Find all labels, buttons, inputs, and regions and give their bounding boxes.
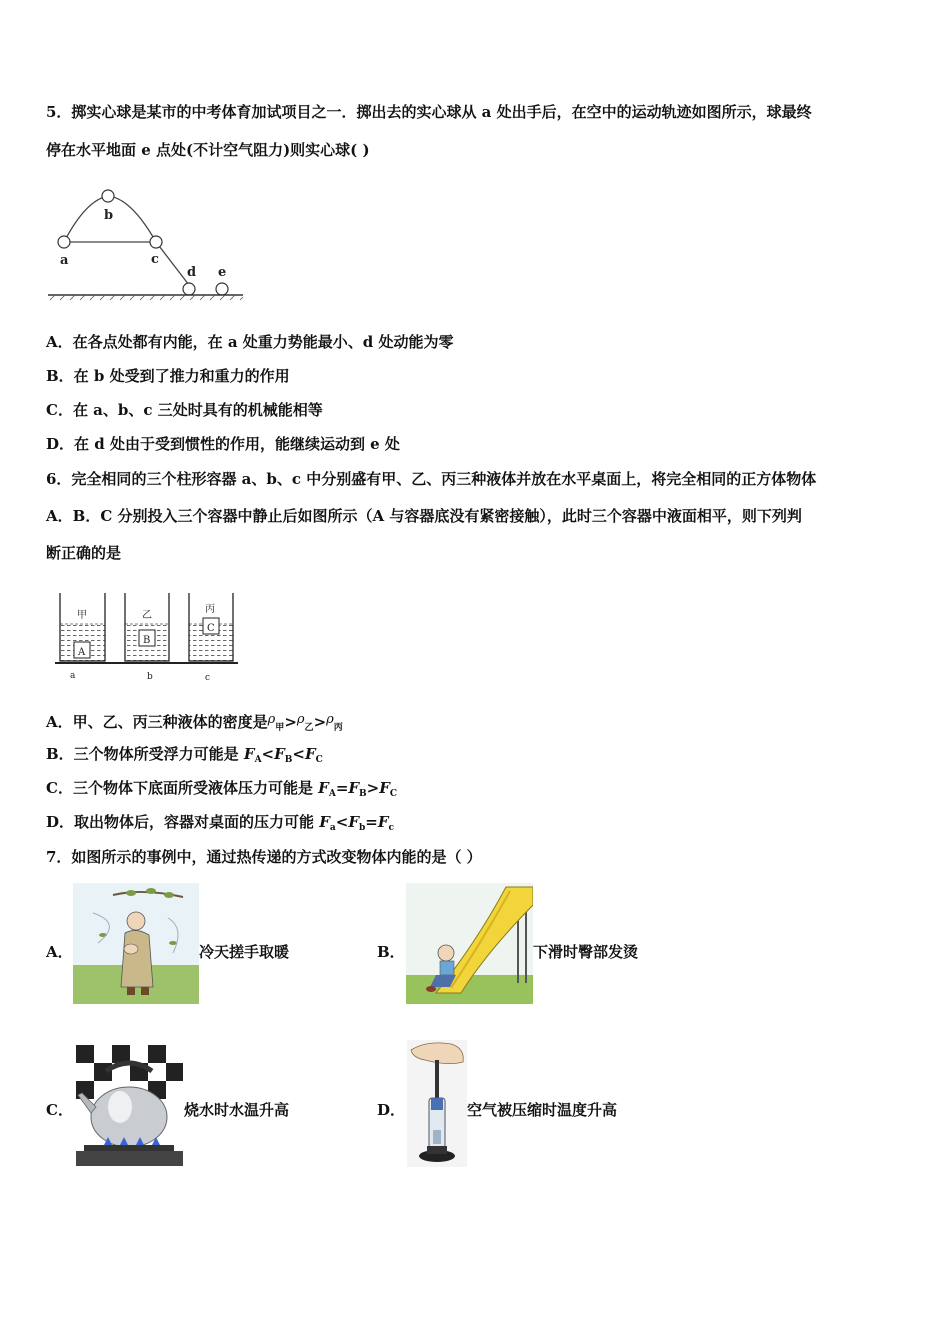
q7-option-b-image: [406, 883, 533, 1004]
q6-stem-line2: A．B．C 分别投入三个容器中静止后如图所示（A 与容器底没有紧密接触），此时三个容器中液面相平，则下列判: [46, 507, 802, 525]
q7-option-c-image: [76, 1045, 183, 1166]
q5-option-d: D．在 d 处由于受到惯性的作用，能继续运动到 e 处: [46, 435, 400, 453]
q6-liquid-jia: 甲: [77, 610, 87, 621]
q6-container-a: a: [70, 671, 76, 681]
q6-stem-line1: 6．完全相同的三个柱形容器 a、b、c 中分别盛有甲、乙、丙三种液体并放在水平桌面上，将完全相同的正方体物体: [46, 470, 817, 488]
q5-label-d: d: [187, 265, 197, 280]
q6-container-c: c: [205, 673, 211, 683]
q7-option-b-letter: B．: [377, 943, 405, 961]
q7-option-d-text: 空气被压缩时温度升高: [467, 1101, 618, 1119]
q6-containers-figure: [55, 588, 240, 683]
q5-option-b: B．在 b 处受到了推力和重力的作用: [46, 367, 290, 385]
q6-option-a: A．甲、乙、丙三种液体的密度是$\rho_甲>\rho_乙>\rho_丙$: [46, 712, 343, 733]
q6-option-d: D．取出物体后，容器对桌面的压力可能 $F_a<F_b=F_c$: [46, 813, 394, 833]
q6-block-b: B: [143, 635, 151, 646]
q5-label-c: c: [151, 252, 159, 267]
q5-option-c: C．在 a、b、c 三处时具有的机械能相等: [46, 401, 323, 419]
q5-stem-line1: 5．掷实心球是某市的中考体育加试项目之一．掷出去的实心球从 a 处出手后，在空中的运动轨迹如图所示，球最终: [46, 103, 812, 121]
q7-option-c-text: 烧水时水温升高: [184, 1101, 290, 1119]
q7-option-a-letter: A．: [46, 943, 73, 961]
q7-option-d-image: [407, 1040, 467, 1167]
q6-liquid-bing: 丙: [205, 604, 215, 615]
q6-container-b: b: [147, 672, 153, 682]
q6-liquid-yi: 乙: [142, 610, 152, 621]
q5-label-e: e: [218, 265, 227, 280]
q5-label-a: a: [60, 253, 69, 268]
q5-stem-line2: 停在水平地面 e 点处(不计空气阻力)则实心球( ): [46, 141, 370, 159]
q7-option-a-text: 冷天搓手取暖: [199, 943, 290, 961]
q7-option-c-letter: C．: [46, 1101, 73, 1119]
q7-option-d-letter: D．: [377, 1101, 406, 1119]
q6-block-c: C: [207, 623, 215, 634]
q6-stem-line3: 断正确的是: [46, 544, 122, 562]
q7-stem: 7．如图所示的事例中，通过热传递的方式改变物体内能的是（ ）: [46, 848, 482, 866]
q7-option-b-text: 下滑时臀部发烫: [533, 943, 639, 961]
q6-block-a: A: [78, 647, 86, 658]
q6-option-c: C．三个物体下底面所受液体压力可能是 $F_A=F_B>F_C$: [46, 779, 398, 799]
q6-option-b: B．三个物体所受浮力可能是 $F_A<F_B<F_C$: [46, 745, 323, 765]
q7-option-a-image: [73, 883, 199, 1004]
q5-option-a: A．在各点处都有内能，在 a 处重力势能最小、d 处动能为零: [46, 333, 454, 351]
q5-label-b: b: [104, 208, 114, 223]
q5-trajectory-figure: [46, 180, 246, 305]
